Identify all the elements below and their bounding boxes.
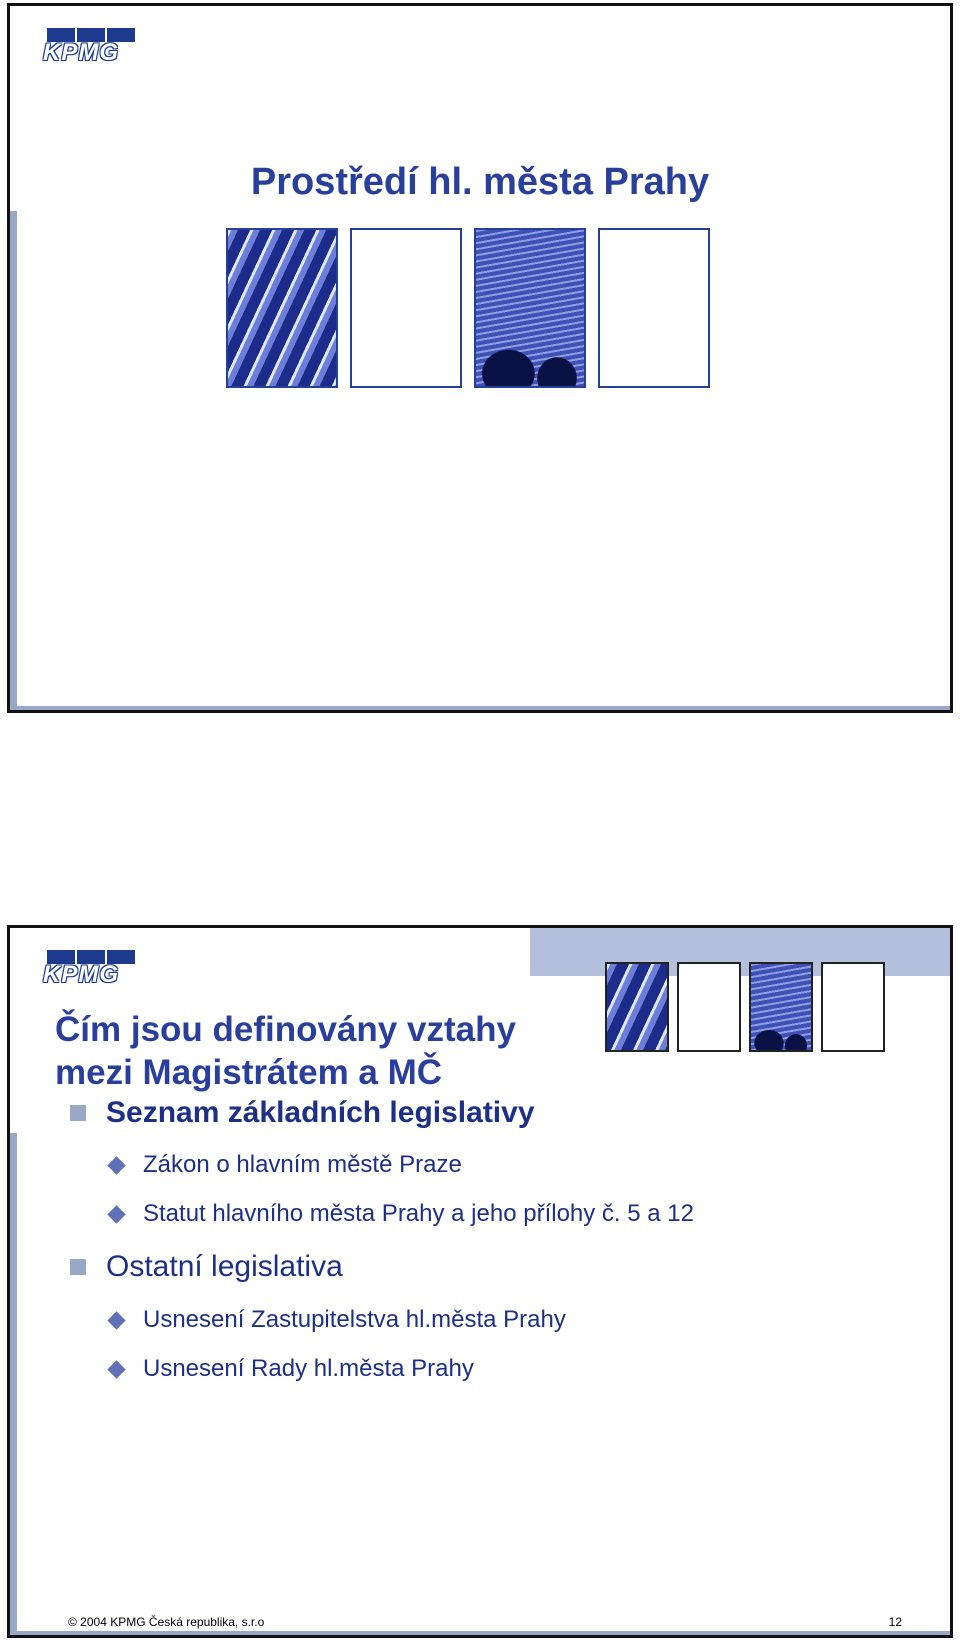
diamond-bullet-icon <box>107 1311 125 1329</box>
square-bullet-icon <box>70 1259 86 1275</box>
list-item-text: Zákon o hlavním městě Praze <box>143 1151 462 1178</box>
slide-title <box>55 1008 516 1094</box>
list-item <box>110 1306 566 1334</box>
photo-silhouettes <box>474 228 586 388</box>
slide-2 <box>7 925 953 1638</box>
kpmg-logo <box>43 28 135 68</box>
list-item-text: Usnesení Rady hl.města Prahy <box>143 1355 474 1382</box>
blank-frame <box>821 962 885 1052</box>
slide-edge-accent <box>10 1133 17 1635</box>
photo-turbines <box>226 228 338 388</box>
section-bullet <box>70 1250 343 1284</box>
image-strip <box>605 962 885 1052</box>
diamond-bullet-icon <box>107 1156 125 1174</box>
photo-silhouettes <box>749 962 813 1052</box>
diamond-bullet-icon <box>107 1205 125 1223</box>
blank-frame <box>598 228 710 388</box>
slide-title: Prostředí hl. města Prahy <box>250 161 710 203</box>
page-number: 12 <box>888 1615 902 1629</box>
blank-frame <box>350 228 462 388</box>
list-item <box>110 1355 474 1383</box>
diamond-bullet-icon <box>107 1360 125 1378</box>
image-strip <box>226 228 710 388</box>
copyright-text: © 2004 KPMG Česká republika, s.r.o <box>68 1615 265 1629</box>
list-item-text: Usnesení Zastupitelstva hl.města Prahy <box>143 1306 566 1333</box>
list-item <box>110 1151 462 1179</box>
slide-bottom-accent <box>10 1631 950 1635</box>
logo-wordmark: KPMG <box>43 39 119 66</box>
kpmg-logo <box>43 950 135 990</box>
section-heading: Seznam základních legislativy <box>106 1096 535 1129</box>
slide-footer <box>68 1615 902 1629</box>
title-line-2: mezi Magistrátem a MČ <box>55 1053 443 1092</box>
logo-wordmark: KPMG <box>43 961 119 988</box>
list-item-text: Statut hlavního města Prahy a jeho přílohy č. 5 a 12 <box>143 1200 694 1227</box>
list-item <box>110 1200 694 1228</box>
photo-turbines <box>605 962 669 1052</box>
blank-frame <box>677 962 741 1052</box>
section-bullet <box>70 1096 535 1130</box>
section-heading: Ostatní legislativa <box>106 1250 343 1283</box>
title-line-1: Čím jsou definovány vztahy <box>55 1010 516 1049</box>
slide-1 <box>7 3 953 713</box>
slide-bottom-accent <box>10 706 950 710</box>
slide-edge-accent <box>10 211 17 710</box>
square-bullet-icon <box>70 1105 86 1121</box>
